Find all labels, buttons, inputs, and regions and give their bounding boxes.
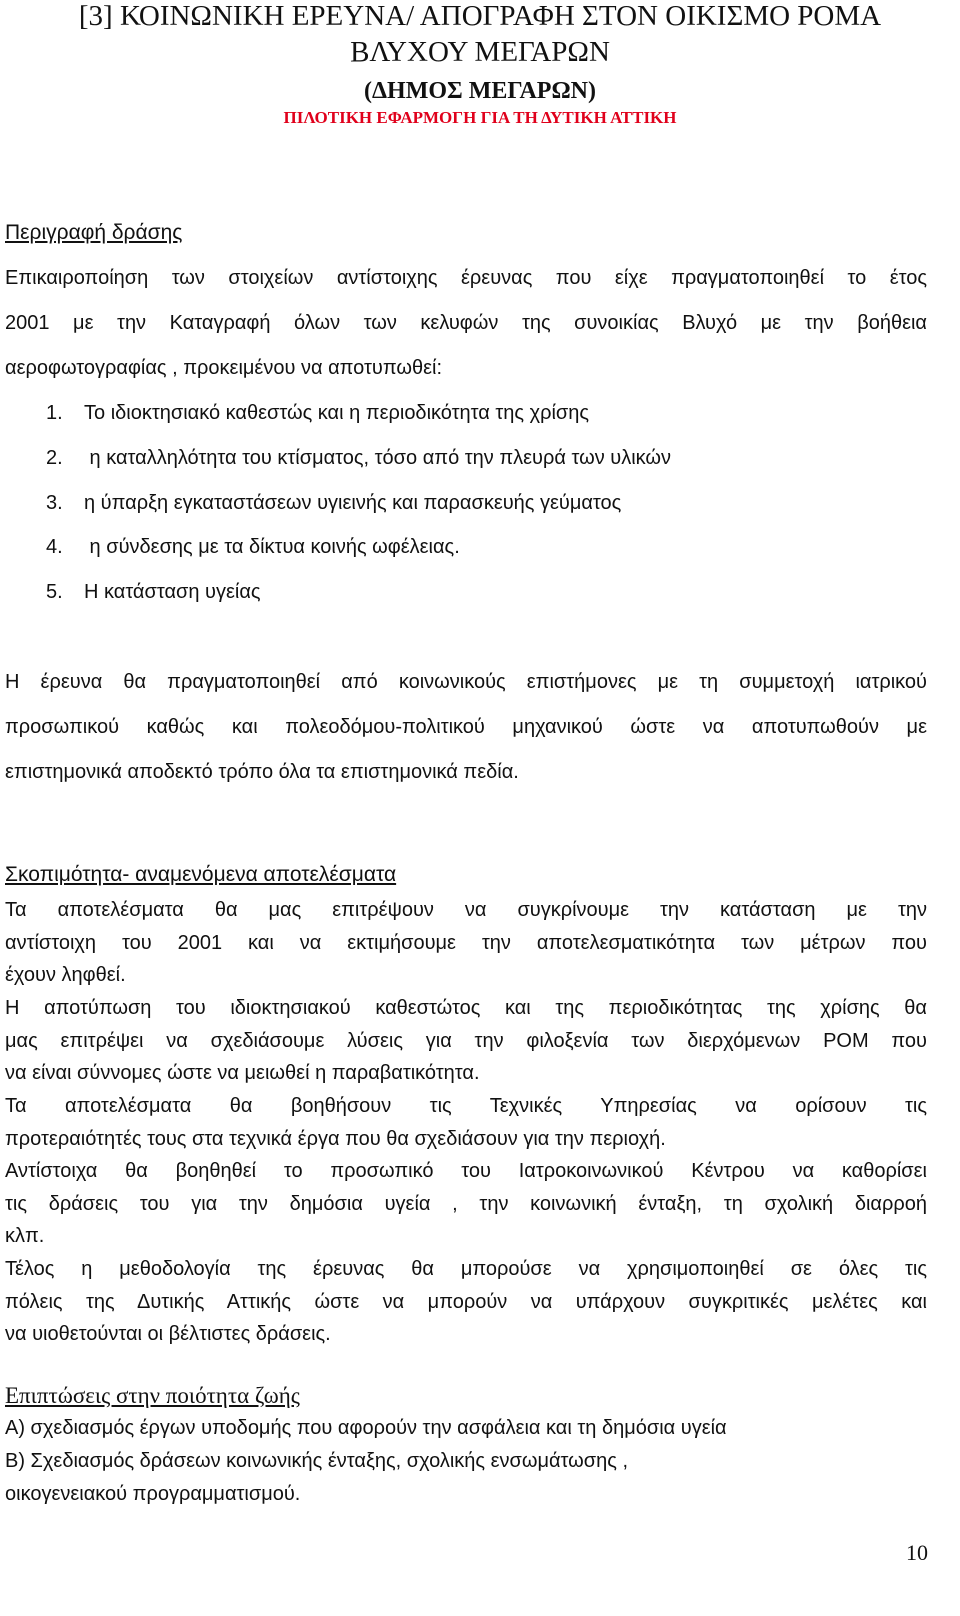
list-item-number: 1. (46, 402, 63, 424)
research-line: Η έρευνα θα πραγματοποιηθεί από κοινωνικούς επιστήμονες με τη συμμετοχή ιατρικού (5, 671, 927, 693)
list-item-text: η καταλληλότητα του κτίσματος, τόσο από την πλευρά των υλικών (84, 447, 672, 469)
purpose-line: Τα αποτελέσματα θα βοηθήσουν τις Τεχνικές Υπηρεσίας να ορίσουν τις (5, 1095, 927, 1117)
list-item-text: η σύνδεσης με τα δίκτυα κοινής ωφέλειας. (84, 536, 460, 558)
title-line-3: (ΔΗΜΟΣ ΜΕΓΑΡΩΝ) (363, 78, 597, 104)
page-number: 10 (906, 1540, 928, 1565)
description-heading: Περιγραφή δράσης (5, 221, 183, 244)
impact-heading: Επιπτώσεις στην ποιότητα ζωής (5, 1383, 300, 1408)
list-item (46, 445, 671, 471)
purpose-line: Αντίστοιχα θα βοηθηθεί το προσωπικό του Ιατροκοινωνικού Κέντρου να καθορίσει (5, 1160, 927, 1182)
purpose-line: πόλεις της Δυτικής Αττικής ώστε να μπορούν να υπάρχουν συγκριτικές μελέτες και (5, 1291, 927, 1313)
list-item-text: Η κατάσταση υγείας (84, 581, 261, 603)
impact-line: Α) σχεδιασμός έργων υποδομής που αφορούν την ασφάλεια και τη δημόσια υγεία (5, 1417, 727, 1439)
list-item-number: 3. (46, 492, 63, 514)
list-item (46, 400, 589, 426)
purpose-line: προτεραιότητές τους στα τεχνικά έργα που θα σχεδιάσουν για την περιοχή. (5, 1128, 666, 1150)
list-item-number: 5. (46, 581, 63, 603)
purpose-line: να είναι σύννομες ώστε να μειωθεί η παραβατικότητα. (5, 1062, 480, 1084)
list-item (46, 534, 460, 560)
description-intro-line: Επικαιροποίηση των στοιχείων αντίστοιχης έρευνας που είχε πραγματοποιηθεί το έτος (5, 267, 927, 289)
purpose-line: έχουν ληφθεί. (5, 964, 126, 986)
description-intro-line: 2001 με την Καταγραφή όλων των κελυφών της συνοικίας Βλυχό με την βοήθεια (5, 312, 927, 334)
list-item-number: 4. (46, 536, 63, 558)
subtitle: ΠΙΛΟΤΙΚΗ ΕΦΑΡΜΟΓΗ ΓΙΑ ΤΗ ΔΥΤΙΚΗ ΑΤΤΙΚΗ (283, 108, 677, 127)
purpose-line: Τέλος η μεθοδολογία της έρευνας θα μπορούσε να χρησιμοποιηθεί σε όλες τις (5, 1258, 927, 1280)
list-item (46, 490, 621, 516)
list-item-text: η ύπαρξη εγκαταστάσεων υγιεινής και παρασκευής γεύματος (84, 492, 622, 514)
list-item-number: 2. (46, 447, 63, 469)
purpose-line: να υιοθετούνται οι βέλτιστες δράσεις. (5, 1323, 331, 1345)
purpose-line: Τα αποτελέσματα θα μας επιτρέψουν να συγκρίνουμε την κατάσταση με την (5, 899, 927, 921)
research-line: επιστημονικά αποδεκτό τρόπο όλα τα επιστημονικά πεδία. (5, 761, 519, 783)
list-item (46, 579, 261, 605)
impact-line: οικογενειακού προγραμματισμού. (5, 1483, 301, 1505)
title-line-2: ΒΛΥΧΟΥ ΜΕΓΑΡΩΝ (350, 36, 610, 68)
list-item-text: Το ιδιοκτησιακό καθεστώς και η περιοδικότητα της χρίσης (84, 402, 590, 424)
purpose-line: μας επιτρέψει να σχεδιάσουμε λύσεις για την φιλοξενία των διερχόμενων ΡΟΜ που (5, 1030, 927, 1052)
purpose-heading: Σκοπιμότητα- αναμενόμενα αποτελέσματα (5, 863, 397, 886)
description-intro-line: αεροφωτογραφίας , προκειμένου να αποτυπωθεί: (5, 357, 443, 379)
impact-line: Β) Σχεδιασμός δράσεων κοινωνικής ένταξης, σχολικής ενσωμάτωσης , (5, 1450, 629, 1472)
purpose-line: τις δράσεις του για την δημόσια υγεία , την κοινωνική ένταξη, τη σχολική διαρροή (5, 1193, 927, 1215)
research-line: προσωπικού καθώς και πολεοδόμου-πολιτικού μηχανικού ώστε να αποτυπωθούν με (5, 716, 927, 738)
purpose-line: κλπ. (5, 1225, 45, 1247)
purpose-line: Η αποτύπωση του ιδιοκτησιακού καθεστώτος και της περιοδικότητας της χρίσης θα (5, 997, 927, 1019)
title-line-1: [3] ΚΟΙΝΩΝΙΚΗ ΕΡΕΥΝΑ/ ΑΠΟΓΡΑΦΗ ΣΤΟΝ ΟΙΚΙΣΜΟ ΡΟΜΑ (78, 0, 882, 32)
purpose-line: αντίστοιχη του 2001 και να εκτιμήσουμε την αποτελεσματικότητα των μέτρων που (5, 932, 927, 954)
